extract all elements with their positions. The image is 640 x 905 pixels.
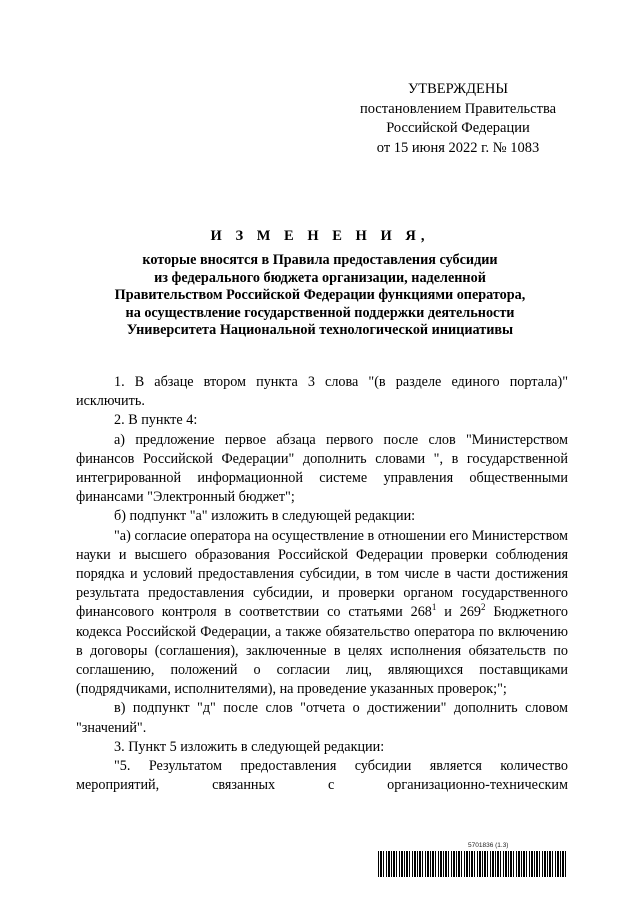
subtitle-line: Правительством Российской Федерации функциями оператора,	[114, 287, 526, 303]
approval-line: постановлением Правительства	[359, 100, 557, 117]
subtitle-line: Университета Национальной технологической инициативы	[126, 322, 514, 338]
paragraph-3: а) предложение первое абзаца первого после слов "Министерством финансов Российской Федерации" дополнить словами ", в государственной интегрированной информационной системе управления общественными финансами "Электронный бюджет";	[76, 431, 568, 506]
document-barcode	[378, 842, 568, 882]
subtitle-line: на осуществление государственной поддержки деятельности	[125, 304, 515, 321]
subtitle-line: которые вносятся в Правила предоставления субсидии	[142, 252, 498, 268]
paragraph-6: в) подпункт "д" после слов "отчета о достижении" дополнить словом "значений".	[76, 700, 568, 736]
paragraph-7: 3. Пункт 5 изложить в следующей редакции:	[114, 738, 385, 755]
barcode-number: 5701836 (1.3)	[468, 842, 509, 849]
document-subtitle	[60, 252, 580, 340]
superscript-1: 1	[431, 602, 437, 613]
approval-title: УТВЕРЖДЕНЫ	[407, 81, 509, 97]
paragraph-5-part-c: Бюджетного кодекса Российской Федерации, а также обязательство оператора по включению в договоры (соглашения), заключенные в целях исполнения обязательств по соглашению, положений о согласии лиц, являющихся поставщиками (подрядчиками, исполнителями), на проведение указанных проверок;";	[76, 604, 569, 698]
paragraph-5	[76, 527, 568, 700]
document-body	[76, 373, 568, 795]
document-heading	[60, 226, 580, 340]
paragraph-2: 2. В пункте 4:	[114, 412, 198, 429]
paragraph-4: б) подпункт "а" изложить в следующей редакции:	[114, 508, 416, 525]
barcode-image	[378, 851, 568, 877]
approval-stamp	[348, 80, 568, 158]
paragraph-5-part-a: "а) согласие оператора на осуществление в отношении его Министерством науки и высшего образования Российской Федерации проверки соблюдения порядка и условий предоставления субсидии, в том числе в части достижения результата предоставления субсидии, и проверки органом государственного финансового контроля в соответствии со статьями 268	[76, 527, 568, 621]
paragraph-8: "5. Результатом предоставления субсидии является количество мероприятий, связанных с организационно-техническим	[76, 758, 568, 794]
approval-line: Российской Федерации	[386, 120, 530, 136]
paragraph-5-part-b: и 269	[436, 604, 482, 621]
paragraph-1: 1. В абзаце втором пункта 3 слова "(в разделе единого портала)" исключить.	[76, 374, 568, 410]
subtitle-line: из федерального бюджета организации, наделенной	[154, 269, 486, 286]
superscript-2: 2	[481, 602, 486, 613]
approval-date: от 15 июня 2022 г. № 1083	[376, 139, 540, 156]
document-title: И З М Е Н Е Н И Я,	[210, 228, 430, 244]
